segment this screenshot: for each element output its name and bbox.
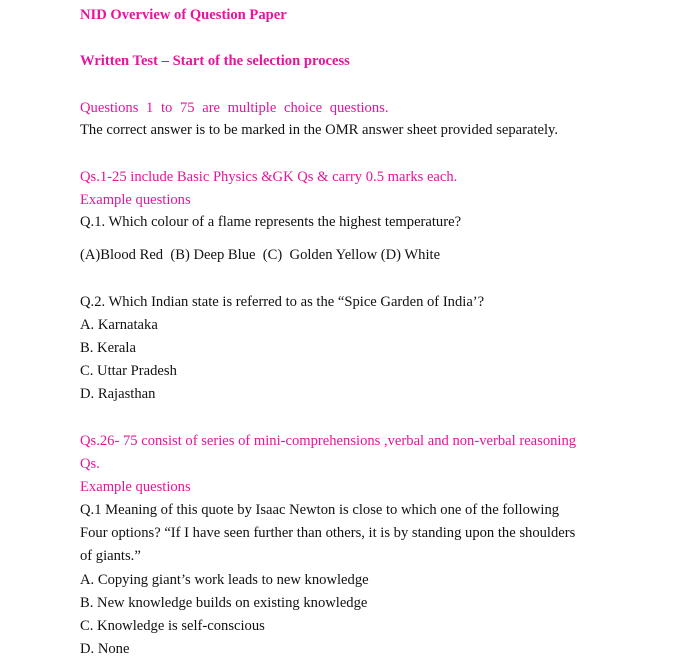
section1-heading: Qs.1-25 include Basic Physics &GK Qs & carry 0.5 marks each. xyxy=(80,169,458,185)
question-2-option-d: D. Rajasthan xyxy=(80,386,156,402)
section2-heading-line2: Qs. xyxy=(80,456,100,472)
omr-note: The correct answer is to be marked in the OMR answer sheet provided separately. xyxy=(80,122,559,138)
mcq-note: Questions 1 to 75 are multiple choice questions. xyxy=(80,100,389,116)
question-2-option-a: A. Karnataka xyxy=(80,317,158,333)
quote-question-line1: Q.1 Meaning of this quote by Isaac Newton is close to which one of the following xyxy=(80,502,560,518)
section2-example-label: Example questions xyxy=(80,479,191,495)
doc-title: NID Overview of Question Paper xyxy=(80,7,287,23)
quote-option-b: B. New knowledge builds on existing knowledge xyxy=(80,595,368,611)
question-1-text: Q.1. Which colour of a flame represents the highest temperature? xyxy=(80,214,462,230)
quote-option-d: D. None xyxy=(80,641,130,657)
question-2-option-b: B. Kerala xyxy=(80,340,136,356)
quote-question-line2: Four options? “If I have seen further than others, it is by standing upon the shoulders xyxy=(80,525,576,541)
section2-heading-line1: Qs.26- 75 consist of series of mini-comprehensions ,verbal and non-verbal reasoning xyxy=(80,433,577,449)
quote-option-a: A. Copying giant’s work leads to new knowledge xyxy=(80,572,369,588)
section1-example-label: Example questions xyxy=(80,192,191,208)
question-1-options: (A)Blood Red (B) Deep Blue (C) Golden Yellow (D) White xyxy=(80,247,441,263)
quote-question-line3: of giants.” xyxy=(80,548,141,564)
doc-subtitle: Written Test – Start of the selection process xyxy=(80,53,350,69)
question-2-text: Q.2. Which Indian state is referred to as the “Spice Garden of India’? xyxy=(80,294,485,310)
quote-option-c: C. Knowledge is self-conscious xyxy=(80,618,265,634)
question-2-option-c: C. Uttar Pradesh xyxy=(80,363,177,379)
